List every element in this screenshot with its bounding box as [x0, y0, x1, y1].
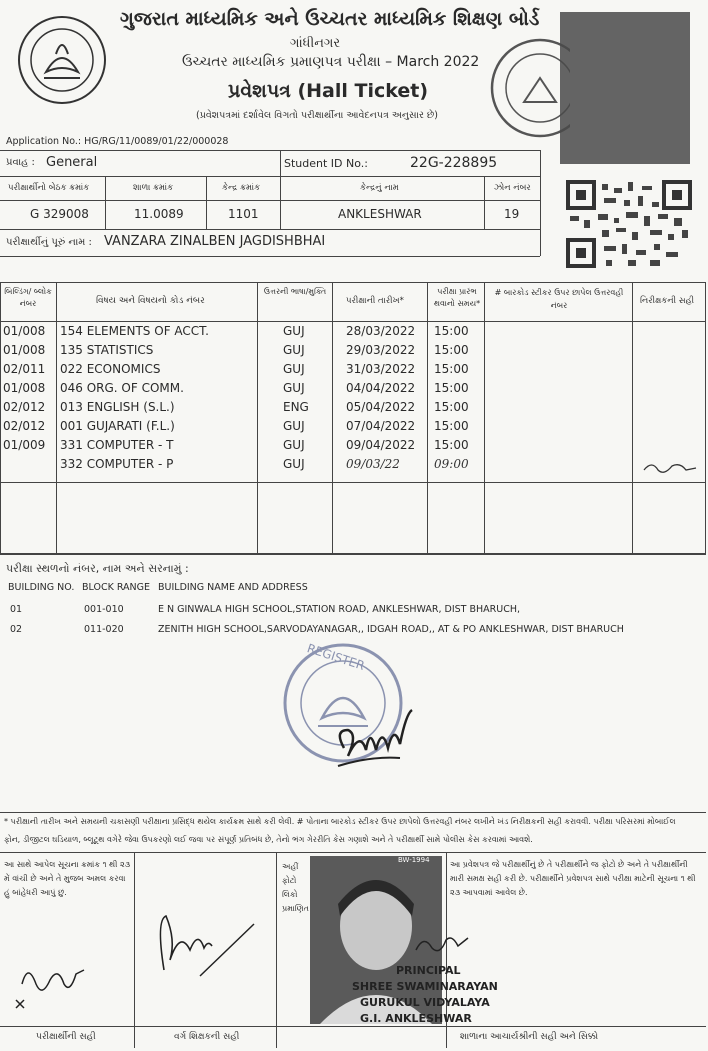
ticket-note: (પ્રવેશપત્રમાં દર્શાવેલ વિગતો પરીક્ષાર્થીના આવેદનપત્ર અનુસાર છે) [196, 110, 438, 121]
teacher-signature-label: વર્ગ શિક્ષકની સહી [174, 1032, 240, 1042]
row-block-number: 01/008 [3, 381, 46, 395]
supervisor-initial-icon [640, 458, 700, 478]
venue-row-address: E N GINWALA HIGH SCHOOL,STATION ROAD, ANKLESHWAR, DIST BHARUCH, [158, 604, 520, 615]
principal-declaration: આ પ્રવેશપત્ર જે પરીક્ષાર્થીનું છે તે પરીક્ષાર્થીને જ ફોટો છે અને તે પરીક્ષાર્થીની મારી સમક્ષ સહી કરી છે. પરીક્ષાર્થીને પ્રવેશપત્ર સાથે પરીક્ષા માટેની સૂચના ૧ થી ૨૩ આપવામાં આવેલ છે. [450, 860, 696, 897]
stream-label: પ્રવાહ : [6, 157, 35, 168]
zone-number-label: ઝોન નંબર [494, 183, 531, 193]
row-exam-date: 09/03/22 [346, 457, 400, 471]
exam-name: ઉચ્ચતર માધ્યમિક પ્રમાણપત્ર પરીક્ષા – March 2022 [182, 54, 480, 70]
row-subject: 013 ENGLISH (S.L.) [60, 400, 175, 414]
venue-row-block-range: 001-010 [84, 604, 124, 615]
student-id-value: 22G-228895 [410, 155, 498, 171]
row-exam-date: 31/03/2022 [346, 362, 416, 376]
row-medium: GUJ [283, 381, 305, 395]
row-subject: 135 STATISTICS [60, 343, 154, 357]
header-supervisor-signature: નિરીક્ષકની સહી [640, 296, 695, 306]
center-number-value: 1101 [228, 207, 259, 221]
row-medium: GUJ [283, 457, 305, 471]
register-stamp-text: REGISTER [305, 641, 367, 673]
header-block-number: બિલ્ડિંગ/ બ્લોક નંબર [4, 287, 52, 308]
row-start-time: 15:00 [434, 324, 469, 338]
row-start-time: 15:00 [434, 438, 469, 452]
venue-row-building-no: 01 [10, 604, 23, 615]
board-city: ગાંધીનગર [290, 36, 341, 51]
venue-row-building-no: 02 [10, 624, 23, 635]
school-round-stamp-icon [480, 28, 570, 148]
seat-number-label: પરીક્ષાર્થીનો બેઠક ક્રમાંક [8, 183, 90, 193]
zone-number-value: 19 [504, 207, 520, 221]
student-signature-icon [14, 954, 94, 1014]
row-start-time: 15:00 [434, 343, 469, 357]
venue-header-address: BUILDING NAME AND ADDRESS [158, 582, 308, 593]
header-subject: વિષય અને વિષયનો કોડ નંબર [96, 296, 205, 306]
center-name-label: કેન્દ્રનું નામ [360, 183, 399, 193]
row-medium: GUJ [283, 438, 305, 452]
subjects-table [0, 282, 706, 554]
row-medium: ENG [283, 400, 309, 414]
row-start-time: 15:00 [434, 419, 469, 433]
student-declaration: આ સાથે આપેલ સૂચના ક્રમાંક ૧ થી ૨૩ મેં વાંચી છે અને તે મુજબ અમલ કરવા હું બાંહેધરી આપું છું. [4, 860, 131, 897]
center-number-label: કેન્દ્ર ક્રમાંક [222, 183, 261, 193]
venue-header-building-no: BUILDING NO. [8, 582, 75, 593]
official-signature-icon [330, 700, 420, 780]
ticket-title: પ્રવેશપત્ર (Hall Ticket) [228, 80, 429, 102]
center-name-value: ANKLESHWAR [338, 207, 422, 221]
row-block-number: 01/009 [3, 438, 46, 452]
board-logo-icon [16, 14, 108, 106]
row-exam-date: 05/04/2022 [346, 400, 416, 414]
qr-code-top [560, 12, 690, 164]
row-exam-date: 09/04/2022 [346, 438, 416, 452]
student-id-label: Student ID No.: [284, 157, 368, 170]
stream-value: General [46, 155, 98, 170]
row-exam-date: 28/03/2022 [346, 324, 416, 338]
row-block-number: 01/008 [3, 324, 46, 338]
row-subject: 332 COMPUTER - P [60, 457, 174, 471]
photo-code: BW-1994 [398, 856, 430, 864]
row-subject: 046 ORG. OF COMM. [60, 381, 184, 395]
row-block-number: 02/012 [3, 400, 46, 414]
principal-stamp-line-4: G.I. ANKLESHWAR [360, 1012, 472, 1025]
row-start-time: 09:00 [434, 457, 469, 471]
row-block-number: 02/012 [3, 419, 46, 433]
header-barcode: # બારકોડ સ્ટીકર ઉપર છાપેલ ઉત્તરવહી નંબર [494, 288, 624, 310]
row-medium: GUJ [283, 419, 305, 433]
header-start-time: પરીક્ષા પ્રારંભ થવાનો સમય* [433, 287, 481, 308]
row-block-number: 01/008 [3, 343, 46, 357]
venue-title: પરીક્ષા સ્થળનો નંબર, નામ અને સરનામું : [6, 562, 189, 575]
row-subject: 022 ECONOMICS [60, 362, 161, 376]
row-exam-date: 04/04/2022 [346, 381, 416, 395]
row-subject: 001 GUJARATI (F.L.) [60, 419, 175, 433]
principal-signature-label: શાળાના આચાર્યશ્રીની સહી અને સિક્કો [460, 1032, 599, 1042]
seat-number-value: G 329008 [30, 207, 89, 221]
row-start-time: 15:00 [434, 362, 469, 376]
venue-row-address: ZENITH HIGH SCHOOL,SARVODAYANAGAR,, IDGAH ROAD,, AT & PO ANKLESHWAR, DIST BHARUCH [158, 624, 624, 635]
principal-signature-icon [412, 930, 472, 960]
principal-stamp-line-3: GURUKUL VIDYALAYA [360, 996, 490, 1009]
student-name-label: પરીક્ષાર્થીનું પૂરું નામ : [6, 237, 92, 248]
row-medium: GUJ [283, 362, 305, 376]
qr-code-bottom [566, 180, 696, 270]
board-name: ગુજરાત માધ્યમિક અને ઉચ્ચતર માધ્યમિક શિક્ષણ બોર્ડ [120, 8, 540, 30]
row-medium: GUJ [283, 324, 305, 338]
application-number: Application No.: HG/RG/11/0089/01/22/000028 [6, 136, 229, 147]
row-block-number: 02/011 [3, 362, 46, 376]
school-number-value: 11.0089 [134, 207, 184, 221]
row-exam-date: 07/04/2022 [346, 419, 416, 433]
row-medium: GUJ [283, 343, 305, 357]
row-start-time: 15:00 [434, 400, 469, 414]
row-subject: 154 ELEMENTS OF ACCT. [60, 324, 209, 338]
header-date: પરીક્ષાની તારીખ* [346, 296, 404, 306]
row-exam-date: 29/03/2022 [346, 343, 416, 357]
photo-attest-label: અહીં ફોટો લિકો પ્રમાણિત [282, 862, 309, 913]
school-number-label: શાળા ક્રમાંક [133, 183, 174, 193]
principal-stamp-line-2: SHREE SWAMINARAYAN [352, 980, 498, 993]
instructions-line-1: * પરીક્ષાની તારીખ અને સમયની ચકાસણી પરીક્ષાના પ્રસિદ્ધ થયેલ કાર્યક્રમ સાથે કરી લેવી. # પોતાના બારકોડ સ્ટીકર ઉપર છાપેલો ઉત્તરવહી નંબર લખીને ખંડ નિરીક્ષકની સહી કરાવવી. પરીક્ષા પરિસરમાં મોબાઈલ [4, 817, 676, 826]
row-subject: 331 COMPUTER - T [60, 438, 174, 452]
venue-header-block-range: BLOCK RANGE [82, 582, 151, 593]
student-name-value: VANZARA ZINALBEN JAGDISHBHAI [104, 234, 326, 249]
instructions-line-2: ફોન, ડીજીટલ ઘડિયાળ, બ્લૂટૂથ વગેરે જેવા ઉપકરણો લઈ જવા પર સંપૂર્ણ પ્રતિબંધ છે, તેનો ભંગ ગેરરીતિ કેસ ગણાશે અને તે પરીક્ષાર્થી સામે પોલીસ કેસ કરવામાં આવશે. [4, 835, 533, 844]
header-medium: ઉત્તરની ભાષા/મુક્તિ [263, 287, 327, 296]
row-start-time: 15:00 [434, 381, 469, 395]
student-signature-label: પરીક્ષાર્થીની સહી [36, 1032, 96, 1042]
venue-row-block-range: 011-020 [84, 624, 124, 635]
teacher-signature-icon [150, 900, 260, 980]
principal-stamp-line-1: PRINCIPAL [396, 964, 461, 977]
